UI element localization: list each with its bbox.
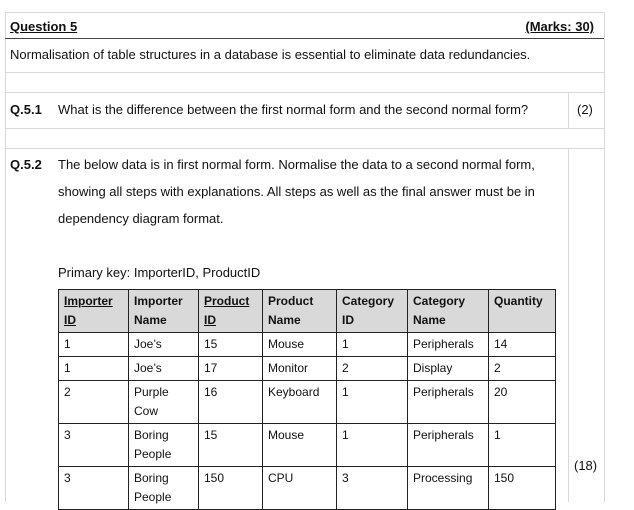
cell-product-id: 17 — [199, 357, 263, 381]
q1-number: Q.5.1 — [10, 102, 42, 117]
rule-q1-bottom — [5, 128, 604, 129]
cell-importer-id: 1 — [59, 333, 129, 357]
q1-text: What is the difference between the first normal form and the second normal form? — [58, 102, 529, 117]
q2-line3: dependency diagram format. — [58, 211, 224, 226]
first-normal-form-table — [58, 289, 556, 510]
cell-product-id: 150 — [199, 467, 263, 510]
rule-q1-top — [5, 92, 604, 93]
cell-product-id: 15 — [199, 424, 263, 467]
rule-title — [5, 38, 604, 39]
q2-line1: The below data is in first normal form. Normalise the data to a second normal form, — [58, 157, 535, 172]
header-category-name: Category Name — [408, 290, 489, 333]
cell-importer-id: 3 — [59, 424, 129, 467]
q2-line2: showing all steps with explanations. All steps as well as the final answer must be in — [58, 184, 535, 199]
q1-marks: (2) — [577, 102, 593, 117]
table-row — [59, 381, 556, 424]
cell-category-id: 2 — [337, 357, 408, 381]
question-marks: (Marks: 30) — [525, 19, 594, 34]
q2-number: Q.5.2 — [10, 157, 42, 172]
cell-quantity: 2 — [489, 357, 556, 381]
cell-category-id: 1 — [337, 424, 408, 467]
cell-importer-name: Boring People — [129, 467, 199, 510]
cell-quantity: 150 — [489, 467, 556, 510]
cell-product-name: Monitor — [263, 357, 337, 381]
cell-importer-name: Purple Cow — [129, 381, 199, 424]
table-row — [59, 357, 556, 381]
cell-importer-name: Boring People — [129, 424, 199, 467]
rule-intro — [5, 72, 604, 73]
cell-category-id: 3 — [337, 467, 408, 510]
question-intro: Normalisation of table structures in a database is essential to eliminate data redundancies. — [10, 47, 531, 62]
cell-importer-id: 3 — [59, 467, 129, 510]
cell-category-id: 1 — [337, 333, 408, 357]
cell-product-id: 16 — [199, 381, 263, 424]
cell-quantity: 20 — [489, 381, 556, 424]
cell-importer-id: 1 — [59, 357, 129, 381]
header-product-name: Product Name — [263, 290, 337, 333]
cell-product-id: 15 — [199, 333, 263, 357]
rule-top — [5, 12, 604, 13]
cell-quantity: 14 — [489, 333, 556, 357]
cell-category-id: 1 — [337, 381, 408, 424]
cell-product-name: CPU — [263, 467, 337, 510]
table-row — [59, 467, 556, 510]
q2-marks: (18) — [574, 458, 598, 473]
table-row — [59, 333, 556, 357]
rule-q2-marks — [568, 148, 569, 502]
cell-category-name: Peripherals — [408, 333, 489, 357]
header-category-id: Category ID — [337, 290, 408, 333]
cell-product-name: Keyboard — [263, 381, 337, 424]
cell-quantity: 1 — [489, 424, 556, 467]
cell-product-name: Mouse — [263, 333, 337, 357]
table-row — [59, 424, 556, 467]
question-title: Question 5 — [10, 19, 78, 34]
header-product-id: Product ID — [199, 290, 263, 333]
cell-category-name: Display — [408, 357, 489, 381]
header-importer-id: Importer ID — [59, 290, 129, 333]
cell-importer-id: 2 — [59, 381, 129, 424]
rule-q2-top — [5, 148, 604, 149]
cell-category-name: Peripherals — [408, 381, 489, 424]
rule-q1-marks — [568, 92, 569, 128]
cell-category-name: Peripherals — [408, 424, 489, 467]
table-header-row — [59, 290, 556, 333]
cell-importer-name: Joe’s — [129, 357, 199, 381]
cell-product-name: Mouse — [263, 424, 337, 467]
cell-category-name: Processing — [408, 467, 489, 510]
header-importer-name: Importer Name — [129, 290, 199, 333]
cell-importer-name: Joe’s — [129, 333, 199, 357]
primary-key-label: Primary key: ImporterID, ProductID — [58, 265, 261, 280]
header-quantity: Quantity — [489, 290, 556, 333]
